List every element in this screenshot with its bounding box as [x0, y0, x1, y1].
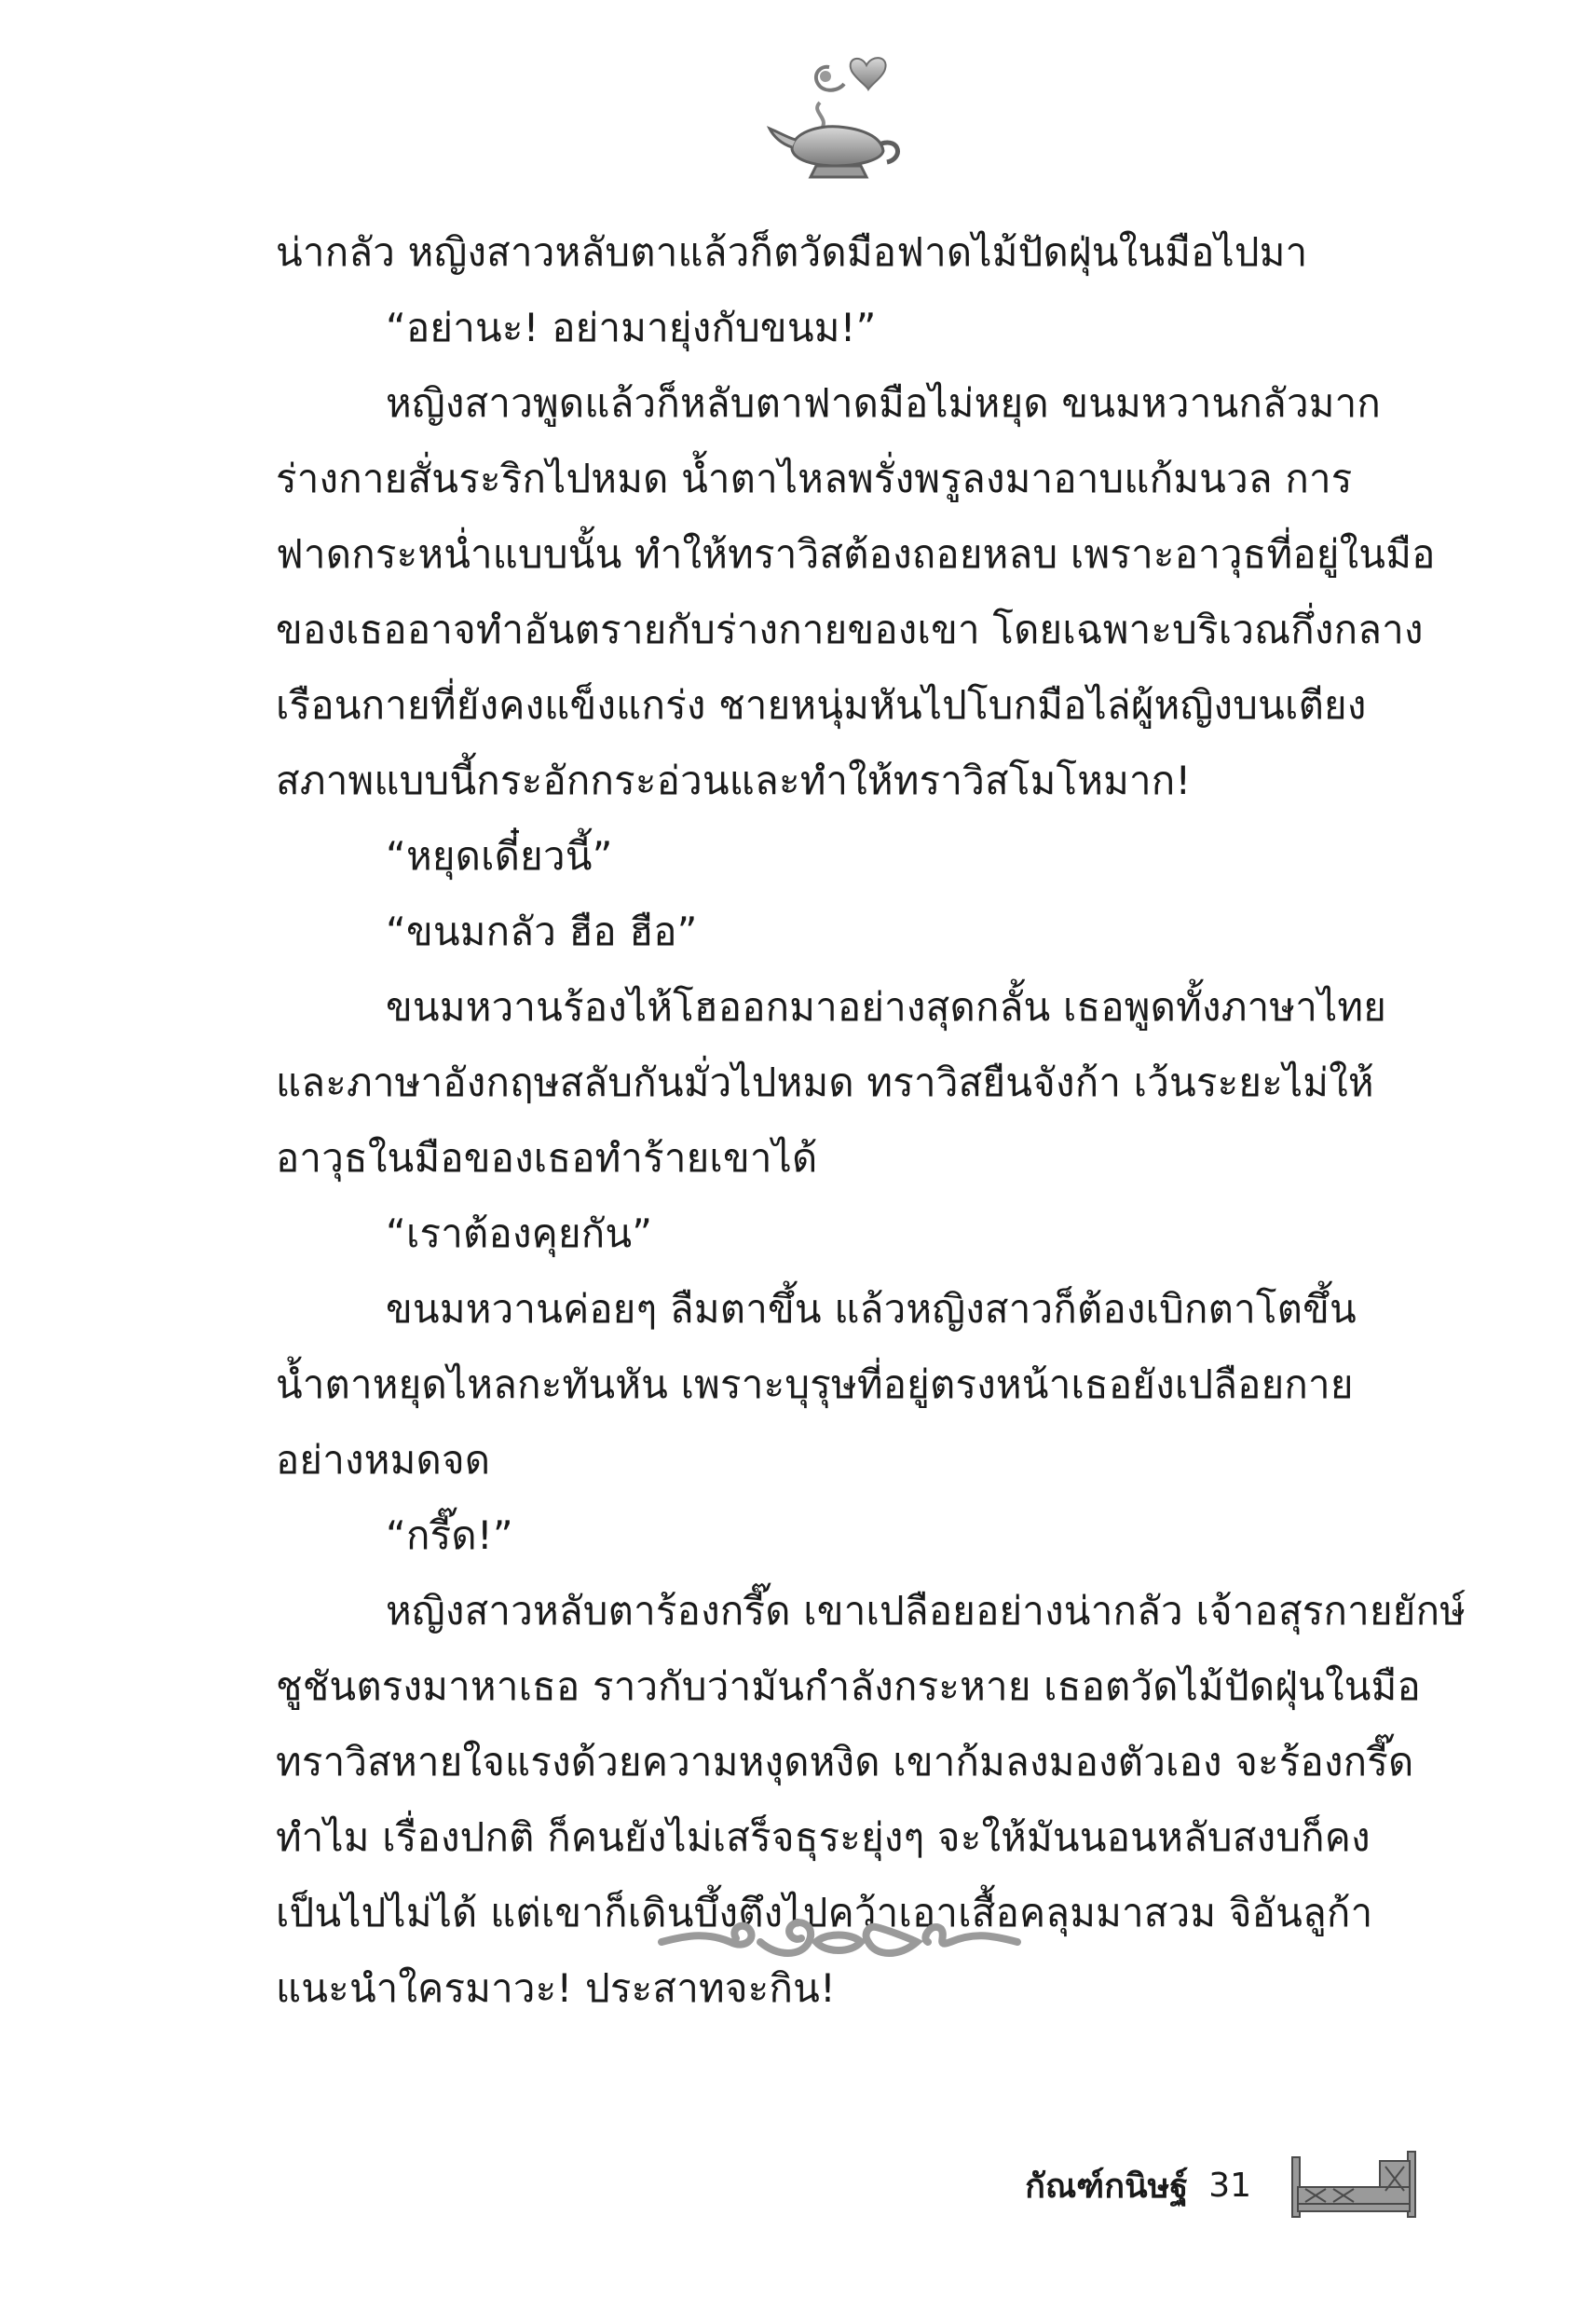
- text-line: “หยุดเดี๋ยวนี้”: [386, 833, 613, 879]
- bed-icon: [1289, 2148, 1419, 2222]
- text-line: แนะนำใครมาวะ! ประสาทจะกิน!: [276, 1965, 837, 2011]
- text-line: “เราต้องคุยกัน”: [386, 1210, 653, 1256]
- text-line: เป็นไปไม่ได้ แต่เขาก็เดินบึ้งตึงไปคว้าเอาเสื้อคลุมมาสวม จิอันลูก้า: [276, 1890, 1373, 1935]
- text-line: ขนมหวานร้องไห้โฮออกมาอย่างสุดกลั้น เธอพูดทั้งภาษาไทย: [386, 984, 1387, 1030]
- text-line: ทราวิสหายใจแรงด้วยความหงุดหงิด เขาก้มลงมองตัวเอง จะร้องกรี๊ด: [276, 1739, 1414, 1785]
- text-line: หญิงสาวหลับตาร้องกรี๊ด เขาเปลือยอย่างน่ากลัว เจ้าอสุรกายยักษ์: [386, 1588, 1466, 1634]
- footer-book-title: กัณฑ์กนิษฐ์: [1025, 2167, 1189, 2206]
- text-line: “กรี๊ด!”: [386, 1512, 513, 1558]
- text-line: ชูชันตรงมาหาเธอ ราวกับว่ามันกำลังกระหาย เธอตวัดไม้ปัดฝุ่นในมือ: [276, 1663, 1421, 1709]
- page-number: 31: [1208, 2166, 1251, 2205]
- scroll-divider-icon: [652, 1901, 1025, 1976]
- text-line: “ขนมกลัว ฮือ ฮือ”: [386, 909, 698, 954]
- text-line: ร่างกายสั่นระริกไปหมด น้ำตาไหลพรั่งพรูลงมาอาบแก้มนวล การ: [276, 456, 1353, 501]
- text-line: น่ากลัว หญิงสาวหลับตาแล้วก็ตวัดมือฟาดไม้ปัดฝุ่นในมือไปมา: [276, 229, 1308, 275]
- text-line: ทำไม เรื่องปกติ ก็คนยังไม่เสร็จธุระยุ่งๆ จะให้มันนอนหลับสงบก็คง: [276, 1814, 1371, 1860]
- text-line: อาวุธในมือของเธอทำร้ายเขาได้: [276, 1135, 818, 1181]
- text-line: อย่างหมดจด: [276, 1437, 491, 1483]
- text-line: สภาพแบบนี้กระอักกระอ่วนและทำให้ทราวิสโมโหมาก!: [276, 758, 1192, 803]
- text-line: ของเธออาจทำอันตรายกับร่างกายของเขา โดยเฉพาะบริเวณกึ่งกลาง: [276, 607, 1424, 652]
- text-line: น้ำตาหยุดไหลกะทันหัน เพราะบุรุษที่อยู่ตรงหน้าเธอยังเปลือยกาย: [276, 1361, 1354, 1407]
- text-line: “อย่านะ! อย่ามายุ่งกับขนม!”: [386, 305, 877, 350]
- text-line: ขนมหวานค่อยๆ ลืมตาขึ้น แล้วหญิงสาวก็ต้องเบิกตาโตขึ้น: [386, 1286, 1357, 1332]
- text-line: และภาษาอังกฤษสลับกันมั่วไปหมด ทราวิสยืนจังก้า เว้นระยะไม่ให้: [276, 1060, 1374, 1105]
- page-footer: [1025, 2143, 1419, 2227]
- teapot-ornament-icon: [764, 47, 913, 186]
- body-text: [276, 214, 1466, 2026]
- text-line: เรือนกายที่ยังคงแข็งแกร่ง ชายหนุ่มหันไปโบกมือไล่ผู้หญิงบนเตียง: [276, 682, 1367, 728]
- text-line: หญิงสาวพูดแล้วก็หลับตาฟาดมือไม่หยุด ขนมหวานกลัวมาก: [386, 380, 1382, 426]
- text-line: ฟาดกระหน่ำแบบนั้น ทำให้ทราวิสต้องถอยหลบ เพราะอาวุธที่อยู่ในมือ: [276, 531, 1436, 577]
